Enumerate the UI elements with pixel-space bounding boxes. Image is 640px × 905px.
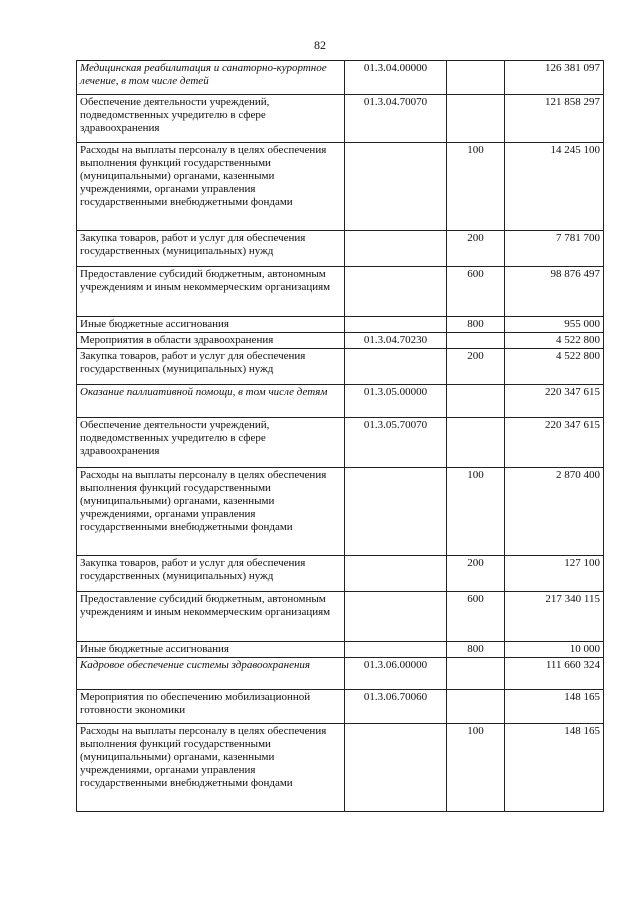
row-sum-cell: 220 347 615: [505, 418, 604, 468]
row-code-cell: 01.3.06.00000: [345, 658, 447, 690]
table-row: [77, 418, 604, 468]
budget-table: [76, 60, 604, 812]
row-code-cell: 01.3.06.70060: [345, 690, 447, 724]
row-name-cell: Расходы на выплаты персоналу в целях обеспечения выполнения функций государственными (муниципальными) органами, казенными учреждениями, органами управления государственными внебюджетными фондами: [77, 143, 345, 231]
row-name-cell: Кадровое обеспечение системы здравоохранения: [77, 658, 345, 690]
row-code-cell: [345, 317, 447, 333]
row-sum-cell: 220 347 615: [505, 385, 604, 418]
row-kind-cell: [447, 385, 505, 418]
row-kind-cell: 200: [447, 556, 505, 592]
row-sum-cell: 126 381 097: [505, 61, 604, 95]
row-kind-cell: [447, 333, 505, 349]
row-sum-cell: 10 000: [505, 642, 604, 658]
table-row: [77, 556, 604, 592]
page-number: 82: [314, 38, 326, 52]
row-kind-cell: 200: [447, 349, 505, 385]
row-name-cell: Мероприятия по обеспечению мобилизационной готовности экономики: [77, 690, 345, 724]
row-sum-cell: 14 245 100: [505, 143, 604, 231]
row-name-cell: Предоставление субсидий бюджетным, автономным учреждениям и иным некоммерческим организациям: [77, 267, 345, 317]
row-code-cell: [345, 468, 447, 556]
row-kind-cell: [447, 95, 505, 143]
row-code-cell: [345, 267, 447, 317]
row-name-cell: Медицинская реабилитация и санаторно-курортное лечение, в том числе детей: [77, 61, 345, 95]
row-kind-cell: 800: [447, 642, 505, 658]
row-kind-cell: 100: [447, 724, 505, 812]
row-code-cell: [345, 556, 447, 592]
row-code-cell: [345, 143, 447, 231]
row-sum-cell: 148 165: [505, 690, 604, 724]
row-code-cell: 01.3.05.00000: [345, 385, 447, 418]
row-kind-cell: 800: [447, 317, 505, 333]
table-row: [77, 61, 604, 95]
table-row: [77, 642, 604, 658]
table-row: [77, 349, 604, 385]
row-sum-cell: 148 165: [505, 724, 604, 812]
row-name-cell: Закупка товаров, работ и услуг для обеспечения государственных (муниципальных) нужд: [77, 349, 345, 385]
row-kind-cell: [447, 61, 505, 95]
row-name-cell: Предоставление субсидий бюджетным, автономным учреждениям и иным некоммерческим организациям: [77, 592, 345, 642]
row-sum-cell: 7 781 700: [505, 231, 604, 267]
row-sum-cell: 4 522 800: [505, 333, 604, 349]
row-kind-cell: 100: [447, 468, 505, 556]
table-row: [77, 724, 604, 812]
row-kind-cell: [447, 658, 505, 690]
row-code-cell: [345, 724, 447, 812]
table-row: [77, 385, 604, 418]
row-kind-cell: 200: [447, 231, 505, 267]
row-name-cell: Обеспечение деятельности учреждений, подведомственных учредителю в сфере здравоохранения: [77, 418, 345, 468]
row-code-cell: [345, 231, 447, 267]
table-row: [77, 592, 604, 642]
table-row: [77, 690, 604, 724]
row-code-cell: 01.3.04.70230: [345, 333, 447, 349]
row-kind-cell: 600: [447, 592, 505, 642]
table-row: [77, 95, 604, 143]
row-kind-cell: 100: [447, 143, 505, 231]
row-kind-cell: [447, 418, 505, 468]
table-row: [77, 317, 604, 333]
row-kind-cell: 600: [447, 267, 505, 317]
budget-table-body: [77, 61, 604, 812]
row-name-cell: Иные бюджетные ассигнования: [77, 642, 345, 658]
row-code-cell: 01.3.04.70070: [345, 95, 447, 143]
row-name-cell: Обеспечение деятельности учреждений, подведомственных учредителю в сфере здравоохранения: [77, 95, 345, 143]
row-sum-cell: 111 660 324: [505, 658, 604, 690]
row-name-cell: Иные бюджетные ассигнования: [77, 317, 345, 333]
row-code-cell: [345, 349, 447, 385]
table-row: [77, 143, 604, 231]
table-row: [77, 231, 604, 267]
row-name-cell: Закупка товаров, работ и услуг для обеспечения государственных (муниципальных) нужд: [77, 231, 345, 267]
row-code-cell: [345, 592, 447, 642]
table-row: [77, 267, 604, 317]
row-sum-cell: 2 870 400: [505, 468, 604, 556]
table-row: [77, 658, 604, 690]
row-sum-cell: 955 000: [505, 317, 604, 333]
row-sum-cell: 127 100: [505, 556, 604, 592]
row-sum-cell: 98 876 497: [505, 267, 604, 317]
table-row: [77, 468, 604, 556]
row-code-cell: 01.3.05.70070: [345, 418, 447, 468]
row-name-cell: Мероприятия в области здравоохранения: [77, 333, 345, 349]
row-code-cell: 01.3.04.00000: [345, 61, 447, 95]
row-sum-cell: 121 858 297: [505, 95, 604, 143]
row-name-cell: Расходы на выплаты персоналу в целях обеспечения выполнения функций государственными (муниципальными) органами, казенными учреждениями, органами управления государственными внебюджетными фондами: [77, 724, 345, 812]
table-row: [77, 333, 604, 349]
row-kind-cell: [447, 690, 505, 724]
row-code-cell: [345, 642, 447, 658]
row-sum-cell: 217 340 115: [505, 592, 604, 642]
row-name-cell: Оказание паллиативной помощи, в том числе детям: [77, 385, 345, 418]
row-sum-cell: 4 522 800: [505, 349, 604, 385]
row-name-cell: Закупка товаров, работ и услуг для обеспечения государственных (муниципальных) нужд: [77, 556, 345, 592]
row-name-cell: Расходы на выплаты персоналу в целях обеспечения выполнения функций государственными (муниципальными) органами, казенными учреждениями, органами управления государственными внебюджетными фондами: [77, 468, 345, 556]
